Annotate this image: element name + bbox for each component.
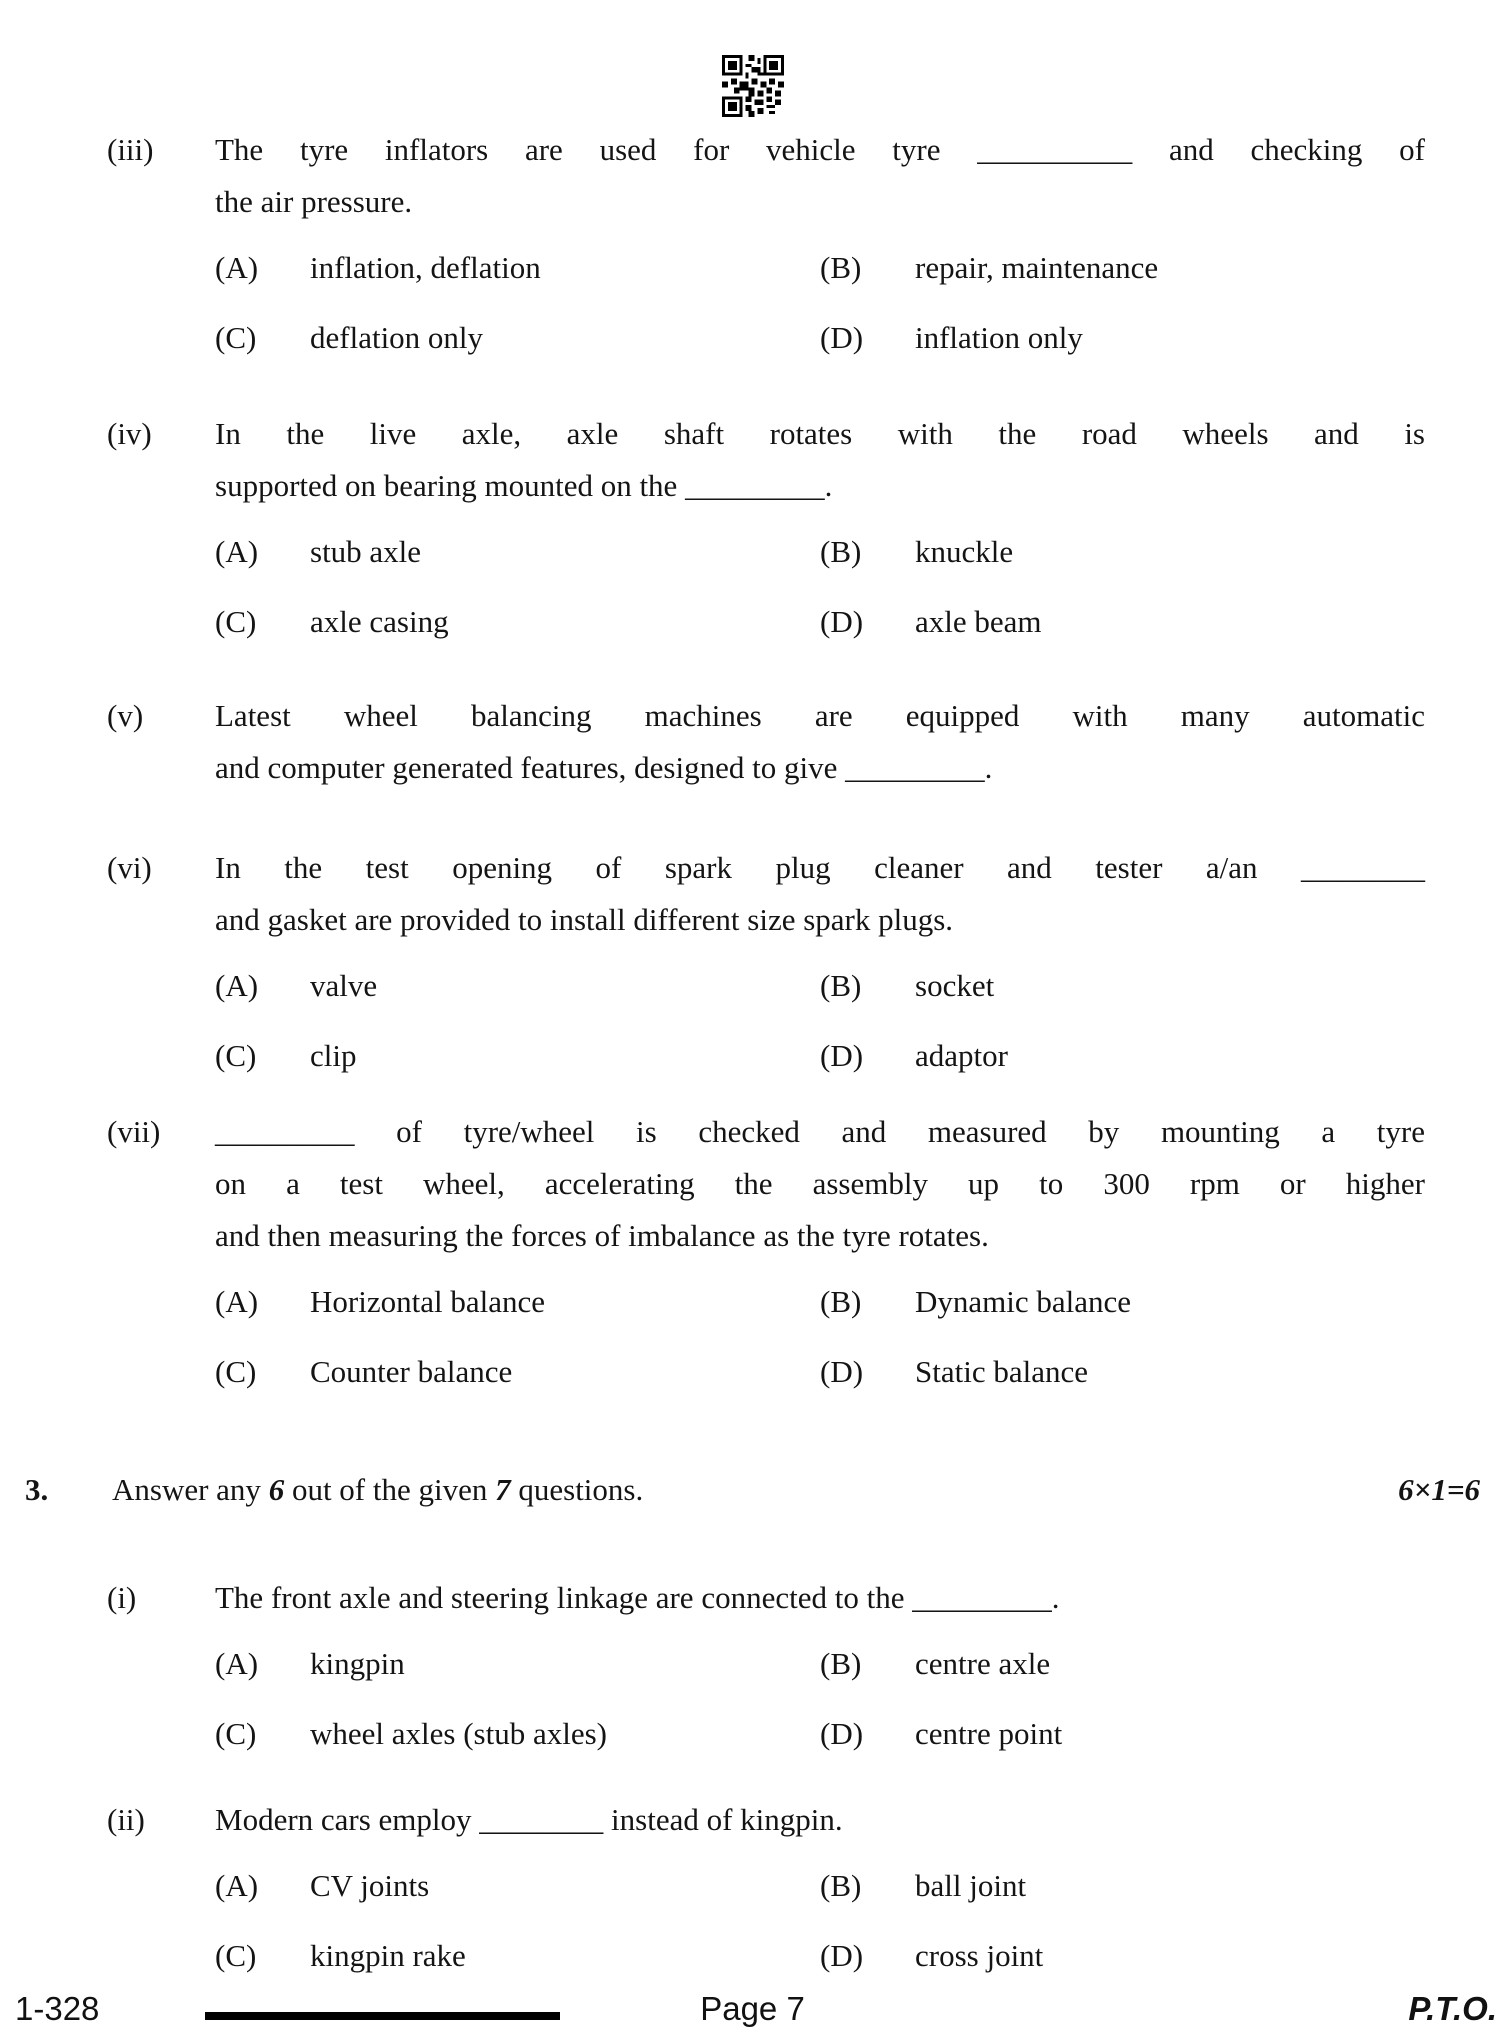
question-line: In the test opening of spark plug cleaner and tester a/an ________ [215, 850, 1425, 885]
page-number: Page 7 [700, 1990, 805, 2027]
option-text: adaptor [915, 1038, 1008, 1073]
options-grid [215, 532, 1505, 642]
option-text: repair, maintenance [915, 250, 1159, 285]
options-grid [215, 248, 1505, 358]
option-text: ball joint [915, 1868, 1027, 1903]
option-label: (B) [820, 1284, 862, 1319]
option-text: axle casing [310, 604, 449, 639]
instruction-total: 7 [495, 1472, 511, 1507]
question-vii [0, 1106, 1505, 1392]
question-text [215, 842, 1425, 946]
question-text [215, 1794, 1425, 1846]
options-grid [215, 1282, 1505, 1392]
question-line: and then measuring the forces of imbalance as the tyre rotates. [215, 1218, 989, 1253]
instruction-part: out of the given [284, 1472, 496, 1507]
question-v [0, 690, 1505, 794]
option-label: (D) [820, 1716, 864, 1751]
question-line: and gasket are provided to install different size spark plugs. [215, 902, 954, 937]
page-content [0, 124, 1505, 1976]
question-number: (ii) [107, 1802, 145, 1837]
options-grid [215, 966, 1505, 1076]
question-vi [0, 842, 1505, 1076]
question-line: and computer generated features, designed to give _________. [215, 750, 993, 785]
question-text [215, 1572, 1425, 1624]
section-number: 3. [25, 1472, 49, 1507]
question-line: Modern cars employ ________ instead of kingpin. [215, 1802, 843, 1837]
option-label: (C) [215, 1038, 257, 1073]
option-text: kingpin rake [310, 1938, 466, 1973]
instruction-part: questions. [510, 1472, 644, 1507]
question-line: The front axle and steering linkage are connected to the _________. [215, 1580, 1060, 1615]
question-text [215, 124, 1425, 228]
option-label: (A) [215, 1868, 259, 1903]
question-ii [0, 1794, 1505, 1976]
option-label: (B) [820, 534, 862, 569]
option-label: (C) [215, 1354, 257, 1389]
option-text: clip [310, 1038, 357, 1073]
section-instruction [112, 1464, 1505, 1516]
option-text: Static balance [915, 1354, 1088, 1389]
section-3-header [0, 1464, 1505, 1516]
option-label: (A) [215, 1646, 259, 1681]
option-text: centre point [915, 1716, 1063, 1751]
option-label: (A) [215, 1284, 259, 1319]
option-text: axle beam [915, 604, 1042, 639]
option-label: (C) [215, 1716, 257, 1751]
option-text: Dynamic balance [915, 1284, 1132, 1319]
option-text: Horizontal balance [310, 1284, 545, 1319]
option-text: wheel axles (stub axles) [310, 1716, 607, 1751]
option-label: (B) [820, 1646, 862, 1681]
option-text: stub axle [310, 534, 422, 569]
option-label: (D) [820, 1938, 864, 1973]
question-line: Latest wheel balancing machines are equipped with many automatic [215, 698, 1425, 733]
instruction-count: 6 [268, 1472, 285, 1507]
question-line: the air pressure. [215, 184, 413, 219]
page-footer [0, 1984, 1505, 2034]
question-text [215, 1106, 1425, 1262]
option-text: centre axle [915, 1646, 1051, 1681]
question-line: _________ of tyre/wheel is checked and measured by mounting a tyre [215, 1114, 1425, 1149]
option-text: valve [310, 968, 378, 1003]
question-number: (iv) [107, 416, 152, 451]
question-number: (v) [107, 698, 144, 733]
question-number: (i) [107, 1580, 137, 1615]
question-i [0, 1572, 1505, 1754]
option-text: knuckle [915, 534, 1014, 569]
option-label: (D) [820, 1038, 864, 1073]
question-line: The tyre inflators are used for vehicle tyre __________ and checking of [215, 132, 1425, 167]
question-iii [0, 124, 1505, 358]
marks-scheme: 6×1=6 [1398, 1472, 1480, 1507]
option-label: (C) [215, 320, 257, 355]
question-number: (vi) [107, 850, 152, 885]
option-label: (B) [820, 250, 862, 285]
option-label: (D) [820, 1354, 864, 1389]
option-label: (D) [820, 604, 864, 639]
option-label: (C) [215, 1938, 257, 1973]
option-text: CV joints [310, 1868, 430, 1903]
question-number: (iii) [107, 132, 154, 167]
question-line: on a test wheel, accelerating the assembly up to 300 rpm or higher [215, 1166, 1425, 1201]
option-label: (A) [215, 534, 259, 569]
question-line: supported on bearing mounted on the _________. [215, 468, 833, 503]
option-text: Counter balance [310, 1354, 513, 1389]
question-iv [0, 408, 1505, 642]
option-text: kingpin [310, 1646, 405, 1681]
option-label: (A) [215, 968, 259, 1003]
option-label: (B) [820, 1868, 862, 1903]
option-label: (A) [215, 250, 259, 285]
option-text: inflation only [915, 320, 1083, 355]
question-text [215, 408, 1425, 512]
option-label: (D) [820, 320, 864, 355]
option-text: cross joint [915, 1938, 1044, 1973]
question-line: In the live axle, axle shaft rotates with the road wheels and is [215, 416, 1425, 451]
options-grid [215, 1866, 1505, 1976]
option-label: (B) [820, 968, 862, 1003]
option-text: socket [915, 968, 995, 1003]
paper-code: 1-328 [15, 1990, 100, 2027]
question-text [215, 690, 1425, 794]
options-grid [215, 1644, 1505, 1754]
option-text: deflation only [310, 320, 484, 355]
instruction-part: Answer any [112, 1472, 269, 1507]
option-text: inflation, deflation [310, 250, 541, 285]
option-label: (C) [215, 604, 257, 639]
question-number: (vii) [107, 1114, 161, 1149]
qr-code-icon [720, 55, 786, 117]
pto-label: P.T.O. [1408, 1990, 1497, 2027]
